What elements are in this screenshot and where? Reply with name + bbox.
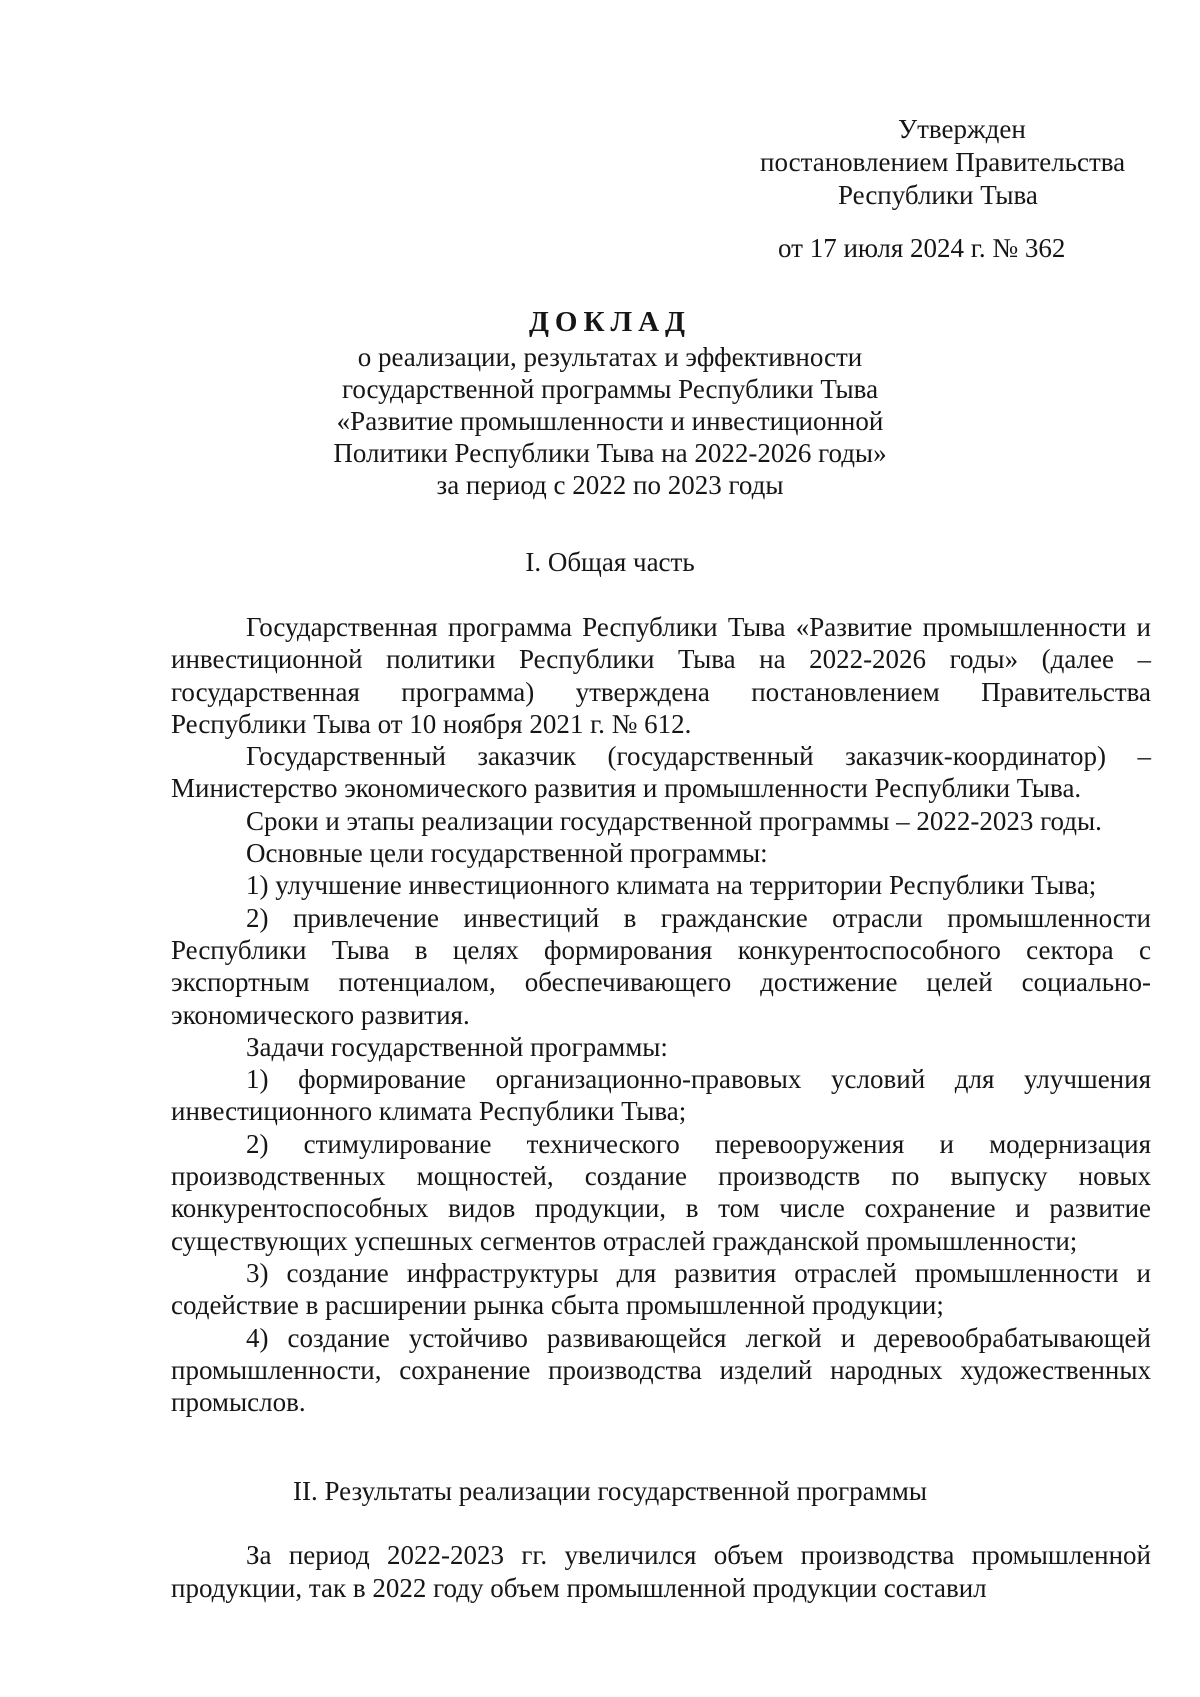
- document-title: ДОКЛАД: [528, 306, 692, 338]
- paragraph: Государственная программа Республики Тыва «Развитие промышленности и инвестиционной политики Республики Тыва на 2022-2026 годы» (далее – государственная программа) утверждена постановлением Правительства Республики Тыва от 10 ноября 2021 г. № 612.: [171, 612, 1151, 739]
- title-line: за период с 2022 по 2023 годы: [436, 470, 784, 500]
- approval-line-resolution: постановлением Правительства: [760, 147, 1126, 177]
- list-item: 1) формирование организационно-правовых условий для улучшения инвестиционного климата Республики Тыва;: [171, 1064, 1151, 1127]
- list-item: 2) стимулирование технического перевооружения и модернизация производственных мощностей, создание производств по выпуску новых конкурентоспособных видов продукции, в том числе сохранение и развитие существующих успешных сегментов отраслей гражданской промышленности;: [171, 1128, 1151, 1256]
- paragraph: За период 2022-2023 гг. увеличился объем производства промышленной продукции, так в 2022 году объем промышленной продукции составил: [171, 1540, 1151, 1603]
- list-item: 3) создание инфраструктуры для развития отраслей промышленности и содействие в расширении рынка сбыта промышленной продукции;: [171, 1257, 1151, 1321]
- title-line: государственной программы Республики Тыва: [341, 374, 879, 404]
- document-title-block: [300, 306, 920, 501]
- approval-line-approved: Утвержден: [898, 114, 1026, 144]
- section-general-body: [171, 611, 1151, 1418]
- paragraph: Государственный заказчик (государственный заказчик-координатор) – Министерство экономического развития и промышленности Республики Тыва.: [171, 741, 1151, 804]
- title-line: «Развитие промышленности и инвестиционной: [336, 406, 884, 436]
- approval-line-date-number: от 17 июля 2024 г. № 362: [778, 233, 1066, 263]
- title-line: Политики Республики Тыва на 2022-2026 годы»: [333, 438, 887, 468]
- section-heading-results: II. Результаты реализации государственной программы: [293, 1476, 927, 1506]
- paragraph: Сроки и этапы реализации государственной программы – 2022-2023 годы.: [246, 805, 1102, 836]
- list-item: 2) привлечение инвестиций в гражданские отрасли промышленности Республики Тыва в целях формирования конкурентоспособного сектора с экспортным потенциалом, обеспечивающего достижение целей социально-экономического развития.: [171, 902, 1151, 1030]
- list-item: 4) создание устойчиво развивающейся легкой и деревообрабатывающей промышленности, сохранение производства изделий народных художественных промыслов.: [171, 1322, 1151, 1418]
- section-heading-general: I. Общая часть: [525, 547, 695, 577]
- approval-line-republic: Республики Тыва: [838, 180, 1038, 210]
- approval-stamp: [738, 113, 1126, 265]
- title-line: о реализации, результатах и эффективности: [357, 342, 863, 372]
- paragraph: Основные цели государственной программы:: [246, 838, 768, 869]
- list-item: 1) улучшение инвестиционного климата на территории Республики Тыва;: [246, 870, 1097, 901]
- paragraph: Задачи государственной программы:: [246, 1031, 668, 1062]
